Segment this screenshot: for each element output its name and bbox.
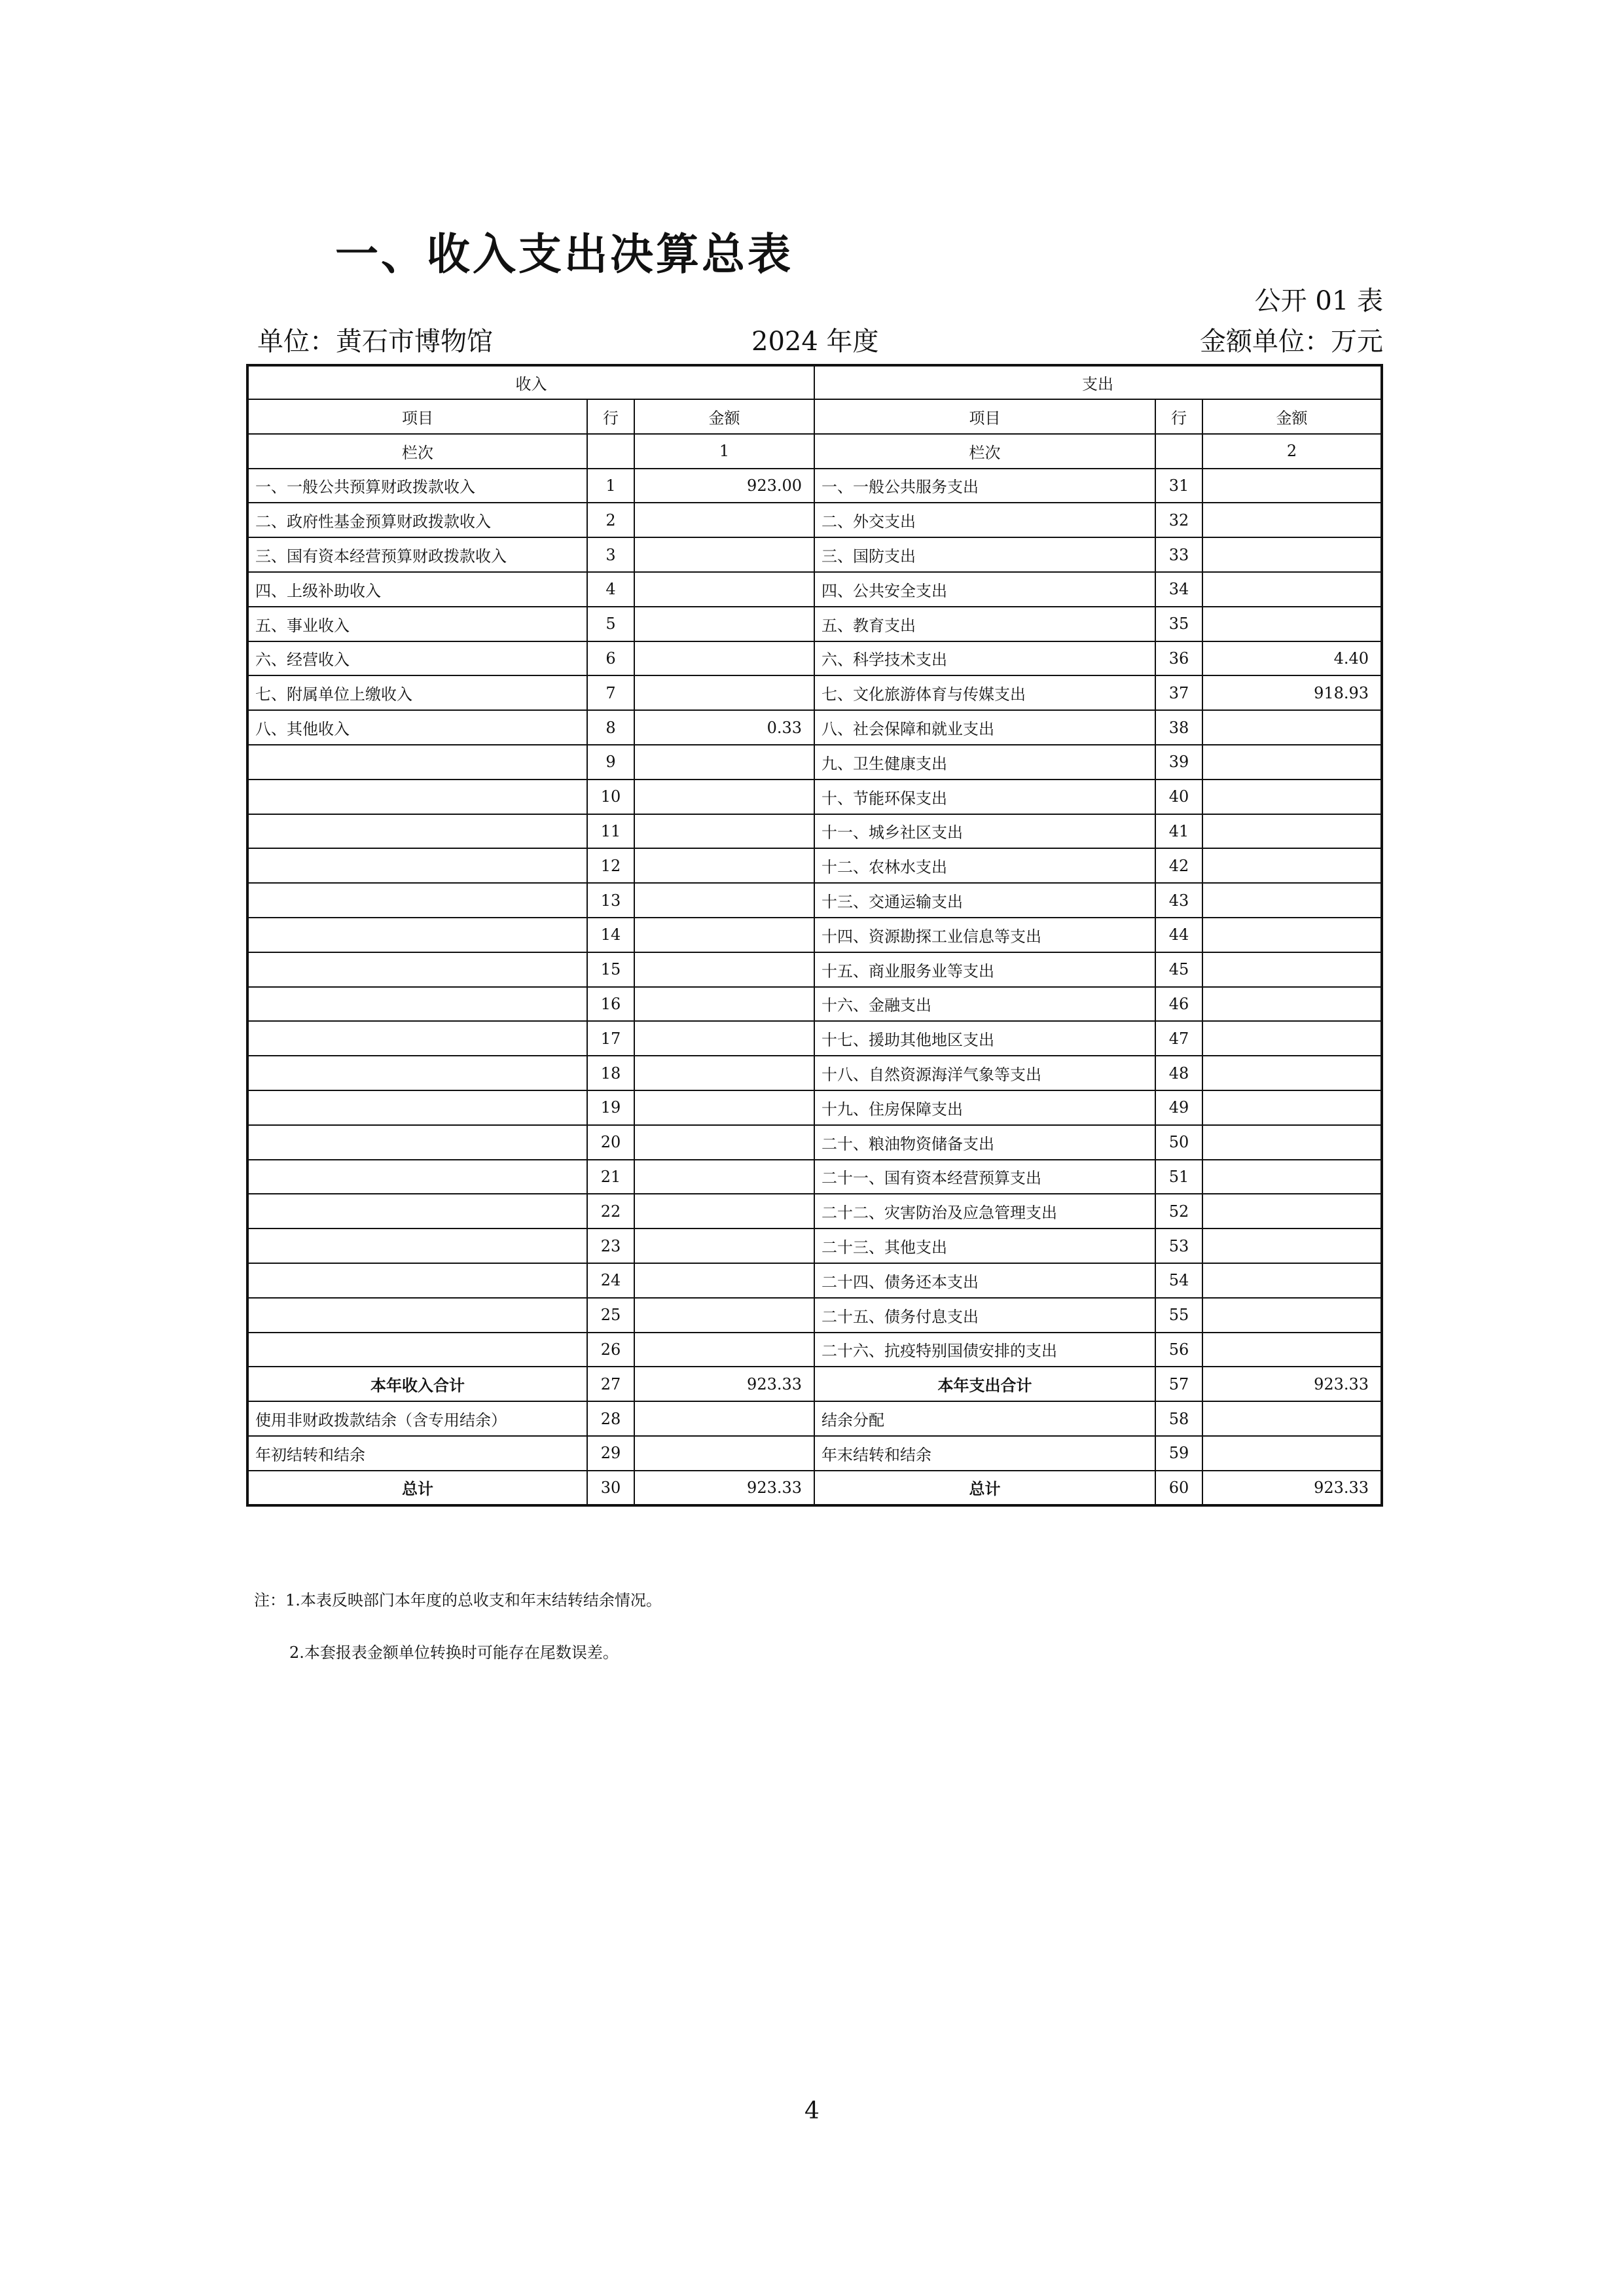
- income-row-no: 24: [587, 1263, 634, 1298]
- income-amount: [634, 1160, 814, 1194]
- expense-item: 年末结转和结余: [814, 1436, 1155, 1471]
- income-item: [247, 1056, 587, 1090]
- income-amount: [634, 745, 814, 780]
- income-item: [247, 1160, 587, 1194]
- income-amount: [634, 814, 814, 849]
- table-row: [247, 607, 1382, 641]
- expense-amount: [1202, 607, 1382, 641]
- expense-row-no: 56: [1155, 1333, 1202, 1367]
- income-row-no: 30: [587, 1471, 634, 1505]
- income-item: [247, 987, 587, 1022]
- expense-item: 四、公共安全支出: [814, 572, 1155, 607]
- expense-row-no: 38: [1155, 710, 1202, 745]
- income-amount: [634, 1298, 814, 1333]
- income-item: [247, 1125, 587, 1160]
- income-item: [247, 1263, 587, 1298]
- table-row: [247, 1194, 1382, 1229]
- expense-col-blank: [1155, 434, 1202, 469]
- expense-amount: [1202, 1090, 1382, 1125]
- income-section-header: 收入: [247, 365, 814, 399]
- table-row: [247, 1436, 1382, 1471]
- expense-row-no: 41: [1155, 814, 1202, 849]
- income-amount: [634, 952, 814, 987]
- expense-row-no: 53: [1155, 1229, 1202, 1263]
- expense-amount: [1202, 1125, 1382, 1160]
- expense-row-no: 52: [1155, 1194, 1202, 1229]
- table-notes: [254, 1574, 662, 1679]
- note-2: 2.本套报表金额单位转换时可能存在尾数误差。: [289, 1643, 619, 1662]
- income-row-no: 11: [587, 814, 634, 849]
- income-amount: [634, 1401, 814, 1436]
- expense-amount: [1202, 1160, 1382, 1194]
- expense-amount: [1202, 1263, 1382, 1298]
- expense-row-no: 39: [1155, 745, 1202, 780]
- expense-row-no: 59: [1155, 1436, 1202, 1471]
- income-row-no: 8: [587, 710, 634, 745]
- table-row: [247, 503, 1382, 537]
- expense-row-no: 51: [1155, 1160, 1202, 1194]
- income-amount: 923.00: [634, 469, 814, 503]
- income-col-index: 1: [634, 434, 814, 469]
- income-row-no: 12: [587, 848, 634, 883]
- income-item: 使用非财政拨款结余（含专用结余）: [247, 1401, 587, 1436]
- table-row: [247, 710, 1382, 745]
- year-total-row: [247, 1367, 1382, 1401]
- table-row: [247, 1125, 1382, 1160]
- expense-item: 二十四、债务还本支出: [814, 1263, 1155, 1298]
- income-row-no: 6: [587, 641, 634, 676]
- income-row-no: 26: [587, 1333, 634, 1367]
- table-row: [247, 780, 1382, 814]
- income-col-label: 栏次: [247, 434, 587, 469]
- income-item: [247, 952, 587, 987]
- table-row: [247, 883, 1382, 918]
- expense-row-no: 54: [1155, 1263, 1202, 1298]
- income-item: 三、国有资本经营预算财政拨款收入: [247, 537, 587, 572]
- expense-amount: [1202, 918, 1382, 952]
- income-item: [247, 1194, 587, 1229]
- income-amount: [634, 1263, 814, 1298]
- expense-amount: [1202, 1298, 1382, 1333]
- column-header-row: [247, 399, 1382, 434]
- expense-item: 七、文化旅游体育与传媒支出: [814, 675, 1155, 710]
- expense-row-no: 58: [1155, 1401, 1202, 1436]
- expense-row-no: 50: [1155, 1125, 1202, 1160]
- income-item: 二、政府性基金预算财政拨款收入: [247, 503, 587, 537]
- table-row: [247, 1333, 1382, 1367]
- income-item: [247, 814, 587, 849]
- expense-row-no: 36: [1155, 641, 1202, 676]
- expense-item: 十、节能环保支出: [814, 780, 1155, 814]
- expense-row-no: 42: [1155, 848, 1202, 883]
- income-item-header: 项目: [247, 399, 587, 434]
- income-row-no: 17: [587, 1021, 634, 1056]
- income-row-no: 25: [587, 1298, 634, 1333]
- income-amount: [634, 1333, 814, 1367]
- expense-row-header: 行: [1155, 399, 1202, 434]
- report-year: 2024 年度: [751, 327, 879, 357]
- income-item: 五、事业收入: [247, 607, 587, 641]
- page-title: 一、收入支出决算总表: [335, 229, 793, 279]
- income-row-no: 14: [587, 918, 634, 952]
- expense-row-no: 40: [1155, 780, 1202, 814]
- expense-amount-header: 金额: [1202, 399, 1382, 434]
- expense-item: 总计: [814, 1471, 1155, 1505]
- income-row-no: 7: [587, 675, 634, 710]
- income-amount: [634, 883, 814, 918]
- income-amount: [634, 503, 814, 537]
- expense-row-no: 47: [1155, 1021, 1202, 1056]
- income-item: 六、经营收入: [247, 641, 587, 676]
- income-item: 四、上级补助收入: [247, 572, 587, 607]
- income-amount: 0.33: [634, 710, 814, 745]
- expense-amount: [1202, 710, 1382, 745]
- table-row: [247, 469, 1382, 503]
- expense-item: 一、一般公共服务支出: [814, 469, 1155, 503]
- expense-amount: [1202, 537, 1382, 572]
- expense-item: 十四、资源勘探工业信息等支出: [814, 918, 1155, 952]
- expense-item: 三、国防支出: [814, 537, 1155, 572]
- expense-col-label: 栏次: [814, 434, 1155, 469]
- table-row: [247, 537, 1382, 572]
- expense-item: 十五、商业服务业等支出: [814, 952, 1155, 987]
- income-amount: [634, 537, 814, 572]
- income-amount: [634, 918, 814, 952]
- table-row: [247, 1298, 1382, 1333]
- expense-item: 九、卫生健康支出: [814, 745, 1155, 780]
- income-row-no: 18: [587, 1056, 634, 1090]
- expense-item: 八、社会保障和就业支出: [814, 710, 1155, 745]
- income-amount: [634, 1436, 814, 1471]
- expense-amount: [1202, 1021, 1382, 1056]
- expense-row-no: 60: [1155, 1471, 1202, 1505]
- expense-row-no: 46: [1155, 987, 1202, 1022]
- expense-amount: 923.33: [1202, 1471, 1382, 1505]
- income-amount: [634, 675, 814, 710]
- table-row: [247, 1160, 1382, 1194]
- table-row: [247, 641, 1382, 676]
- income-amount: [634, 1021, 814, 1056]
- income-item: [247, 1229, 587, 1263]
- expense-amount: [1202, 780, 1382, 814]
- expense-item: 二十五、债务付息支出: [814, 1298, 1155, 1333]
- expense-amount: [1202, 1229, 1382, 1263]
- income-item: 本年收入合计: [247, 1367, 587, 1401]
- expense-amount: [1202, 572, 1382, 607]
- note-1: 注：1.本表反映部门本年度的总收支和年末结转结余情况。: [254, 1591, 662, 1609]
- expense-amount: [1202, 503, 1382, 537]
- expense-amount: [1202, 745, 1382, 780]
- expense-item: 十三、交通运输支出: [814, 883, 1155, 918]
- income-item: [247, 780, 587, 814]
- expense-row-no: 55: [1155, 1298, 1202, 1333]
- income-amount: [634, 1194, 814, 1229]
- expense-item: 二、外交支出: [814, 503, 1155, 537]
- expense-amount: 918.93: [1202, 675, 1382, 710]
- income-row-no: 13: [587, 883, 634, 918]
- money-unit: 金额单位：万元: [1200, 327, 1383, 357]
- table-row: [247, 814, 1382, 849]
- income-amount: [634, 1229, 814, 1263]
- expense-item-header: 项目: [814, 399, 1155, 434]
- expense-item: 二十三、其他支出: [814, 1229, 1155, 1263]
- income-row-no: 2: [587, 503, 634, 537]
- income-row-no: 22: [587, 1194, 634, 1229]
- table-row: [247, 987, 1382, 1022]
- expense-row-no: 57: [1155, 1367, 1202, 1401]
- report-meta: [257, 321, 1383, 357]
- column-index-row: [247, 434, 1382, 469]
- page-number: 4: [804, 2098, 820, 2125]
- expense-amount: 4.40: [1202, 641, 1382, 676]
- expense-item: 结余分配: [814, 1401, 1155, 1436]
- table-row: [247, 745, 1382, 780]
- reporting-unit: 单位：黄石市博物馆: [257, 327, 493, 357]
- expense-item: 十七、援助其他地区支出: [814, 1021, 1155, 1056]
- income-amount: [634, 572, 814, 607]
- section-header-row: [247, 365, 1382, 399]
- expense-item: 六、科学技术支出: [814, 641, 1155, 676]
- income-item: 总计: [247, 1471, 587, 1505]
- expense-amount: [1202, 987, 1382, 1022]
- table-row: [247, 675, 1382, 710]
- table-row: [247, 1401, 1382, 1436]
- income-item: [247, 1090, 587, 1125]
- income-item: [247, 918, 587, 952]
- income-item: 八、其他收入: [247, 710, 587, 745]
- expense-item: 五、教育支出: [814, 607, 1155, 641]
- expense-row-no: 33: [1155, 537, 1202, 572]
- expense-item: 十六、金融支出: [814, 987, 1155, 1022]
- expense-row-no: 44: [1155, 918, 1202, 952]
- expense-item: 十二、农林水支出: [814, 848, 1155, 883]
- income-row-header: 行: [587, 399, 634, 434]
- expense-item: 二十、粮油物资储备支出: [814, 1125, 1155, 1160]
- expense-row-no: 31: [1155, 469, 1202, 503]
- income-item: 年初结转和结余: [247, 1436, 587, 1471]
- income-expense-table: [246, 364, 1383, 1507]
- expense-amount: [1202, 469, 1382, 503]
- income-item: [247, 1021, 587, 1056]
- income-item: [247, 1298, 587, 1333]
- expense-item: 二十六、抗疫特别国债安排的支出: [814, 1333, 1155, 1367]
- income-row-no: 15: [587, 952, 634, 987]
- expense-row-no: 45: [1155, 952, 1202, 987]
- income-row-no: 16: [587, 987, 634, 1022]
- expense-row-no: 49: [1155, 1090, 1202, 1125]
- table-row: [247, 572, 1382, 607]
- expense-row-no: 37: [1155, 675, 1202, 710]
- expense-item: 十九、住房保障支出: [814, 1090, 1155, 1125]
- income-amount: [634, 1056, 814, 1090]
- expense-amount: [1202, 883, 1382, 918]
- income-amount: 923.33: [634, 1471, 814, 1505]
- income-row-no: 10: [587, 780, 634, 814]
- expense-row-no: 48: [1155, 1056, 1202, 1090]
- income-col-blank: [587, 434, 634, 469]
- expense-item: 二十一、国有资本经营预算支出: [814, 1160, 1155, 1194]
- income-amount: [634, 780, 814, 814]
- grand-total-row: [247, 1471, 1382, 1505]
- expense-amount: [1202, 848, 1382, 883]
- income-amount: [634, 848, 814, 883]
- income-amount: [634, 1125, 814, 1160]
- income-item: 七、附属单位上缴收入: [247, 675, 587, 710]
- table-row: [247, 1056, 1382, 1090]
- expense-amount: [1202, 952, 1382, 987]
- expense-amount: [1202, 1436, 1382, 1471]
- expense-section-header: 支出: [814, 365, 1382, 399]
- expense-col-index: 2: [1202, 434, 1382, 469]
- income-amount: [634, 987, 814, 1022]
- income-row-no: 4: [587, 572, 634, 607]
- form-number: 公开 01 表: [1254, 286, 1383, 316]
- expense-item: 十八、自然资源海洋气象等支出: [814, 1056, 1155, 1090]
- expense-row-no: 35: [1155, 607, 1202, 641]
- income-amount: 923.33: [634, 1367, 814, 1401]
- income-row-no: 9: [587, 745, 634, 780]
- income-amount: [634, 607, 814, 641]
- expense-row-no: 34: [1155, 572, 1202, 607]
- table-row: [247, 1263, 1382, 1298]
- income-row-no: 5: [587, 607, 634, 641]
- income-item: [247, 848, 587, 883]
- income-item: [247, 883, 587, 918]
- expense-item: 十一、城乡社区支出: [814, 814, 1155, 849]
- table-row: [247, 952, 1382, 987]
- table-row: [247, 1090, 1382, 1125]
- table-row: [247, 1229, 1382, 1263]
- table-row: [247, 918, 1382, 952]
- expense-amount: [1202, 814, 1382, 849]
- expense-row-no: 43: [1155, 883, 1202, 918]
- income-item: [247, 745, 587, 780]
- income-item: [247, 1333, 587, 1367]
- expense-amount: [1202, 1333, 1382, 1367]
- income-row-no: 28: [587, 1401, 634, 1436]
- expense-amount: [1202, 1194, 1382, 1229]
- income-row-no: 1: [587, 469, 634, 503]
- income-amount-header: 金额: [634, 399, 814, 434]
- table-row: [247, 1021, 1382, 1056]
- income-row-no: 20: [587, 1125, 634, 1160]
- income-row-no: 21: [587, 1160, 634, 1194]
- income-item: 一、一般公共预算财政拨款收入: [247, 469, 587, 503]
- expense-item: 本年支出合计: [814, 1367, 1155, 1401]
- income-row-no: 29: [587, 1436, 634, 1471]
- income-row-no: 23: [587, 1229, 634, 1263]
- table-row: [247, 848, 1382, 883]
- income-row-no: 3: [587, 537, 634, 572]
- expense-amount: 923.33: [1202, 1367, 1382, 1401]
- expense-amount: [1202, 1056, 1382, 1090]
- income-row-no: 27: [587, 1367, 634, 1401]
- expense-amount: [1202, 1401, 1382, 1436]
- income-amount: [634, 1090, 814, 1125]
- expense-item: 二十二、灾害防治及应急管理支出: [814, 1194, 1155, 1229]
- income-row-no: 19: [587, 1090, 634, 1125]
- income-amount: [634, 641, 814, 676]
- expense-row-no: 32: [1155, 503, 1202, 537]
